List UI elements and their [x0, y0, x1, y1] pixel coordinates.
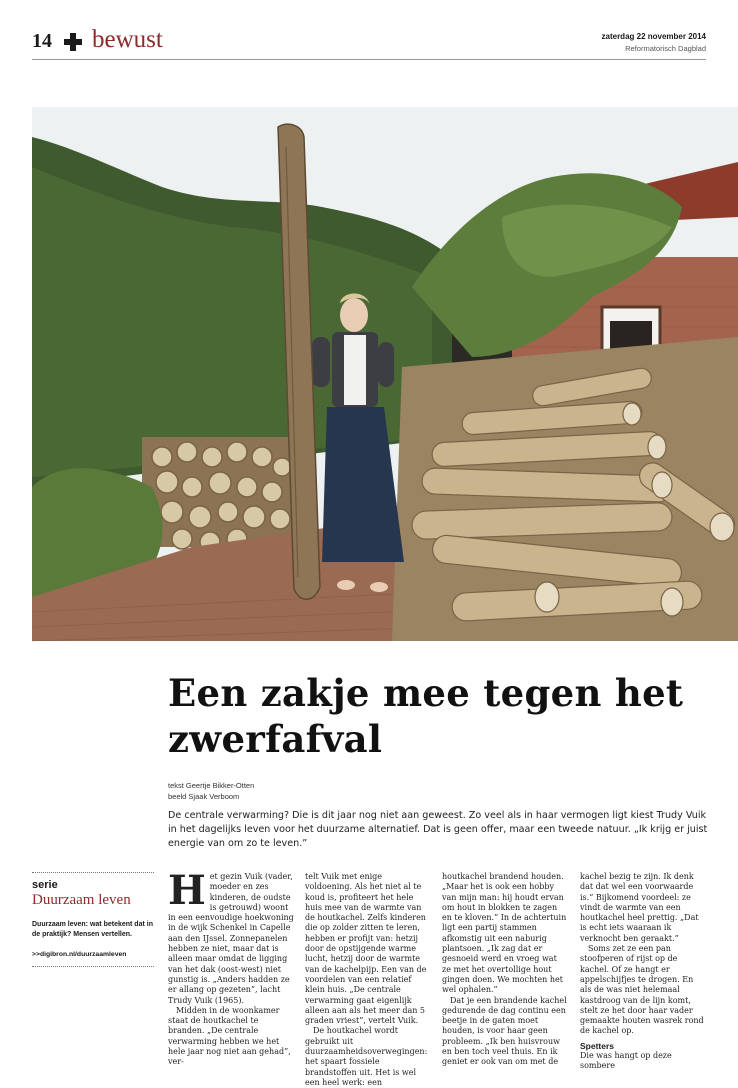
paragraph: De houtkachel wordt gebruikt uit duurzaamheidsoverwegingen: het spaart fossiele brandstoffen uit. Het is wel een heel werk: een	[305, 1026, 428, 1087]
series-divider-top	[32, 872, 154, 873]
paragraph: telt Vuik met enige voldoening. Als het niet al te koud is, profiteert het hele huis mee van de warmte van de houtkachel. Zelfs kinderen die op zolder zitten te leren, hebben er profijt van: hetzij door de opstijgende warme lucht, hetzij door de warmte van de kachelpijp. Een van de voordelen van een relatief klein huis. „De centrale verwarming gaat eigenlijk alleen aan als het meer dan 5 graden vriest”, vertelt Vuik.	[305, 872, 427, 1026]
page-number: 14	[32, 30, 52, 52]
byline-photo: beeld Sjaak Verboom	[168, 792, 240, 801]
series-divider-bottom	[32, 966, 154, 967]
paragraph: Die was hangt op deze sombere	[580, 1051, 672, 1071]
article-column-3	[442, 872, 568, 1067]
article-headline: Een zakje mee tegen het zwerfafval	[168, 671, 684, 761]
section-title: bewust	[92, 26, 163, 53]
series-description: Duurzaam leven: wat betekent dat in de praktijk? Mensen vertellen.	[32, 921, 153, 938]
byline-text: tekst Geertje Bikker-Otten	[168, 781, 255, 790]
article-intro: De centrale verwarming? Die is dit jaar nog niet aan geweest. Zo veel als in haar vermogen ligt kiest Trudy Vuik in het dagelijks leven voor het duurzame alternatief. Dat is geen offer, maar een tweede natuur. „Ik krijg er juist energie van om zo te leven.”	[168, 810, 708, 849]
article-column-2	[305, 872, 431, 1087]
series-link[interactable]: >>digibron.nl/duurzaamleven	[32, 951, 127, 958]
article-column-4	[580, 872, 706, 1071]
header-divider	[32, 59, 706, 60]
plus-icon	[64, 33, 82, 51]
paragraph: kachel bezig te zijn. Ik denk dat dat wel een voorwaarde is.” Bijkomend voordeel: ze vindt de warmte van een houtkachel heel prettig. „Dat is echt iets waaraan ik verknocht ben geraakt.”	[580, 872, 699, 943]
series-title: Duurzaam leven	[32, 892, 131, 908]
article-photo	[32, 107, 738, 641]
series-label: serie	[32, 879, 58, 891]
publication-date: zaterdag 22 november 2014	[601, 32, 706, 41]
paragraph: et gezin Vuik (vader, moeder en zes kinderen, de oudste is getrouwd) woont in een eenvoudige hoekwoning in de wijk Schenkel in Capelle aan den IJssel. Zonnepanelen hebben ze niet, maar dat is alleen maar omdat de ligging van het dak (oost-west) niet gunstig is. „Anders hadden ze er allang op gezeten”, lacht Trudy Vuik (1965).	[168, 872, 294, 1005]
paragraph: houtkachel brandend houden. „Maar het is ook een hobby van mijn man: hij houdt ervan om hout in blokken te zagen en te kloven.” In de achtertuin ligt een partij stammen afkomstig uit een naburig plantsoen. „Ik zag dat er gesnoeid werd en vroeg wat ze met het overtollige hout gingen doen. We mochten het wel ophalen.”	[442, 872, 567, 995]
paragraph: Dat je een brandende kachel gedurende de dag continu een beetje in de gaten moet houden, is voor haar geen probleem. „Ik ben huisvrouw en ben toch veel thuis. En ik geniet er ook van om met de	[442, 995, 567, 1067]
subheading: Spetters	[580, 1040, 615, 1051]
paragraph: Midden in de woonkamer staat de houtkachel te branden. „De centrale verwarming hebben we het hele jaar nog niet aan gehad”, ver-	[168, 1005, 291, 1067]
article-column-1	[168, 867, 294, 1067]
paragraph: Soms zet ze een pan stoofperen of rijst op de kachel. Of ze hangt er appelschijfjes te drogen. En als de was niet helemaal kastdroog van de lijn komt, stelt ze het door haar vader gemaakte houten wasrek rond de kachel op.	[580, 944, 704, 1036]
publication-name: Reformatorisch Dagblad	[625, 44, 706, 53]
drop-cap: H	[168, 867, 206, 914]
